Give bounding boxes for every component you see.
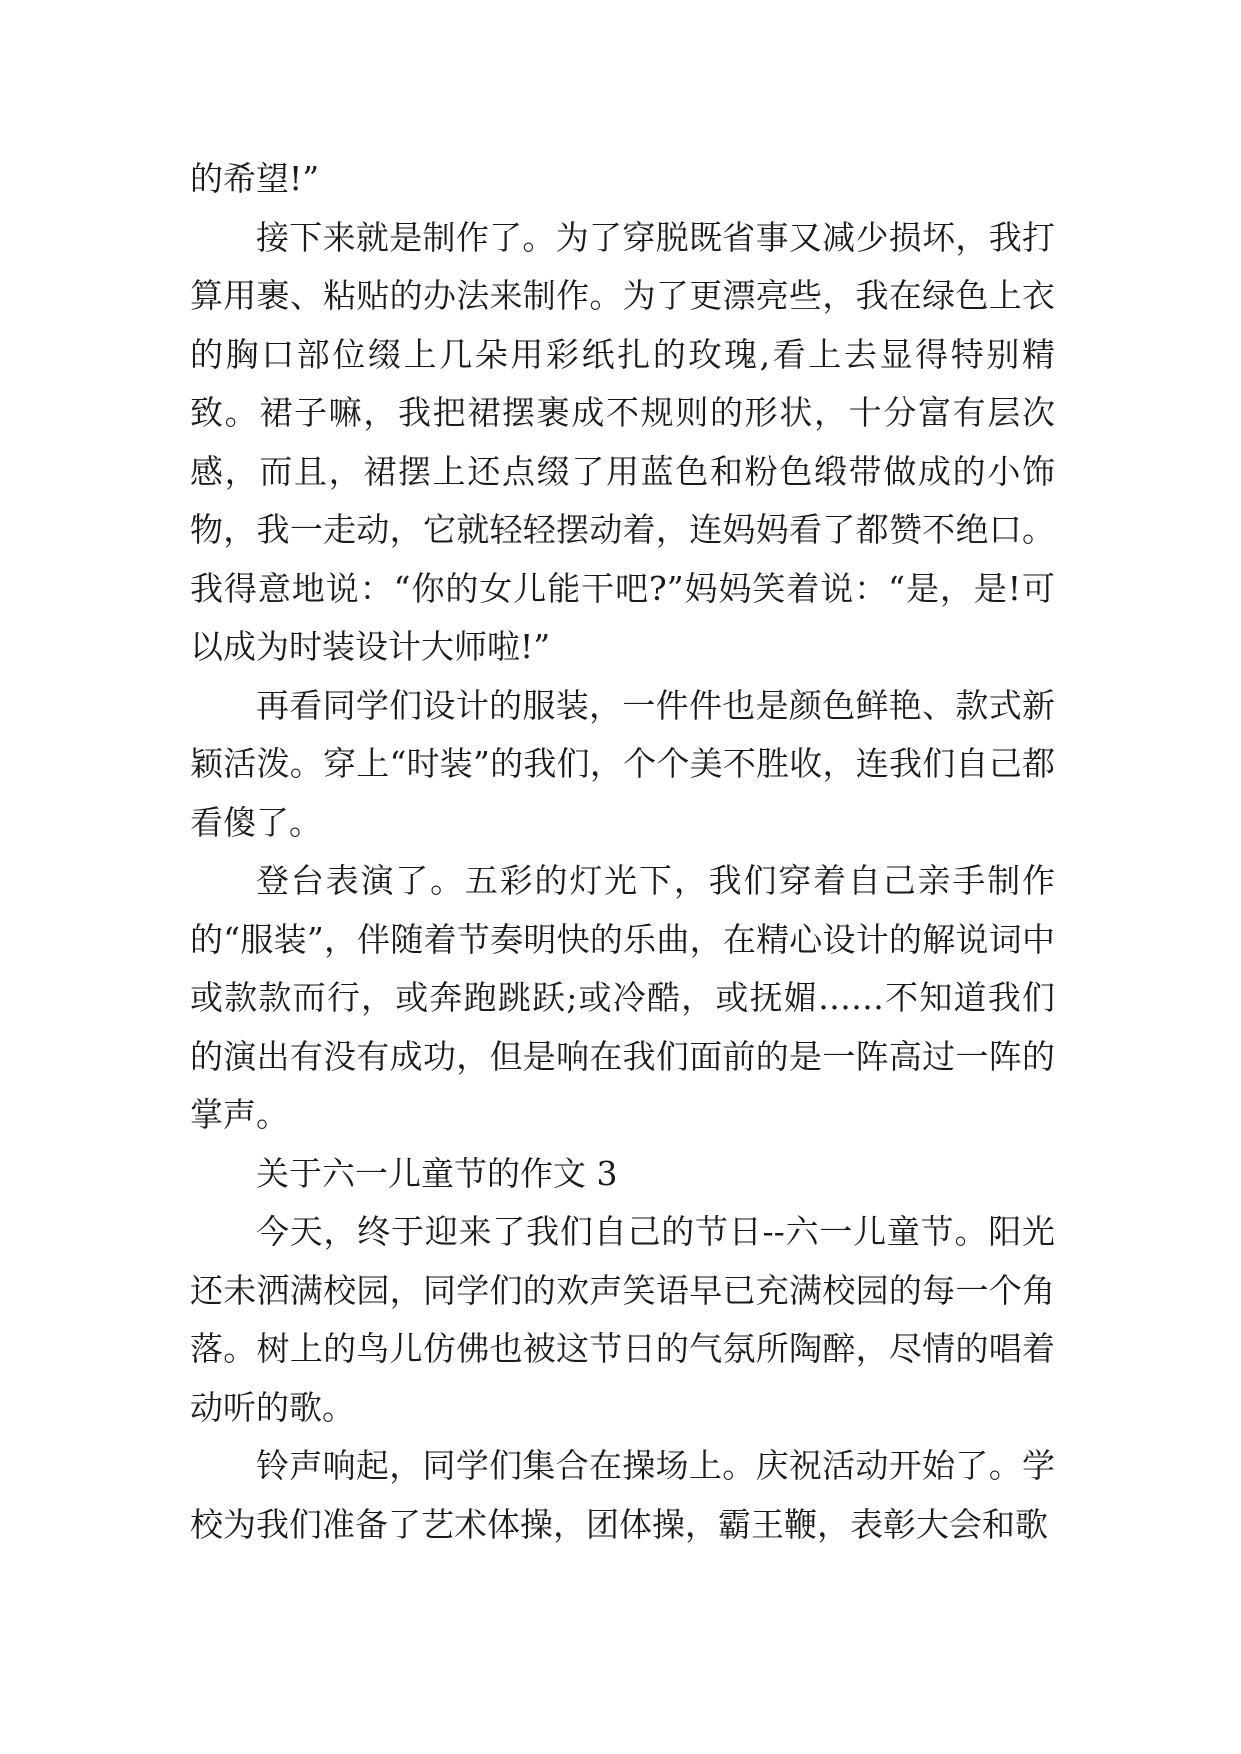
paragraph-bell-rings: 铃声响起，同学们集合在操场上。庆祝活动开始了。学校为我们准备了艺术体操，团体操，霸王鞭，表彰大会和歌 [190, 1446, 1055, 1544]
paragraph-childrens-day: 今天，终于迎来了我们自己的节日--六一儿童节。阳光还未洒满校园，同学们的欢声笑语早已充满校园的每一个角落。树上的鸟儿仿佛也被这节日的气氛所陶醉，尽情的唱着动听的歌。 [190, 1212, 1055, 1427]
paragraph-classmates-costumes: 再看同学们设计的服装，一件件也是颜色鲜艳、款式新颖活泼。穿上“时装”的我们，个个美不胜收，连我们自己都看傻了。 [190, 685, 1055, 842]
paragraph-continuation: 的希望!” [190, 159, 320, 198]
document-body [190, 150, 1055, 1554]
paragraph-stage-performance: 登台表演了。五彩的灯光下，我们穿着自己亲手制作的“服装”，伴随着节奏明快的乐曲，在精心设计的解说词中或款款而行，或奔跑跳跃;或冷酷，或抚媚……不知道我们的演出有没有成功，但是响在我们面前的是一阵高过一阵的掌声。 [190, 861, 1055, 1134]
paragraph-making-costume: 接下来就是制作了。为了穿脱既省事又减少损坏，我打算用裹、粘贴的办法来制作。为了更漂亮些，我在绿色上衣的胸口部位缀上几朵用彩纸扎的玫瑰,看上去显得特别精致。裙子嘛，我把裙摆裹成不规则的形状，十分富有层次感，而且，裙摆上还点缀了用蓝色和粉色缎带做成的小饰物，我一走动，它就轻轻摆动着，连妈妈看了都赞不绝口。我得意地说：“你的女儿能干吧?”妈妈笑着说：“是，是!可以成为时装设计大师啦!” [190, 217, 1055, 666]
essay-heading: 关于六一儿童节的作文 3 [256, 1153, 618, 1193]
